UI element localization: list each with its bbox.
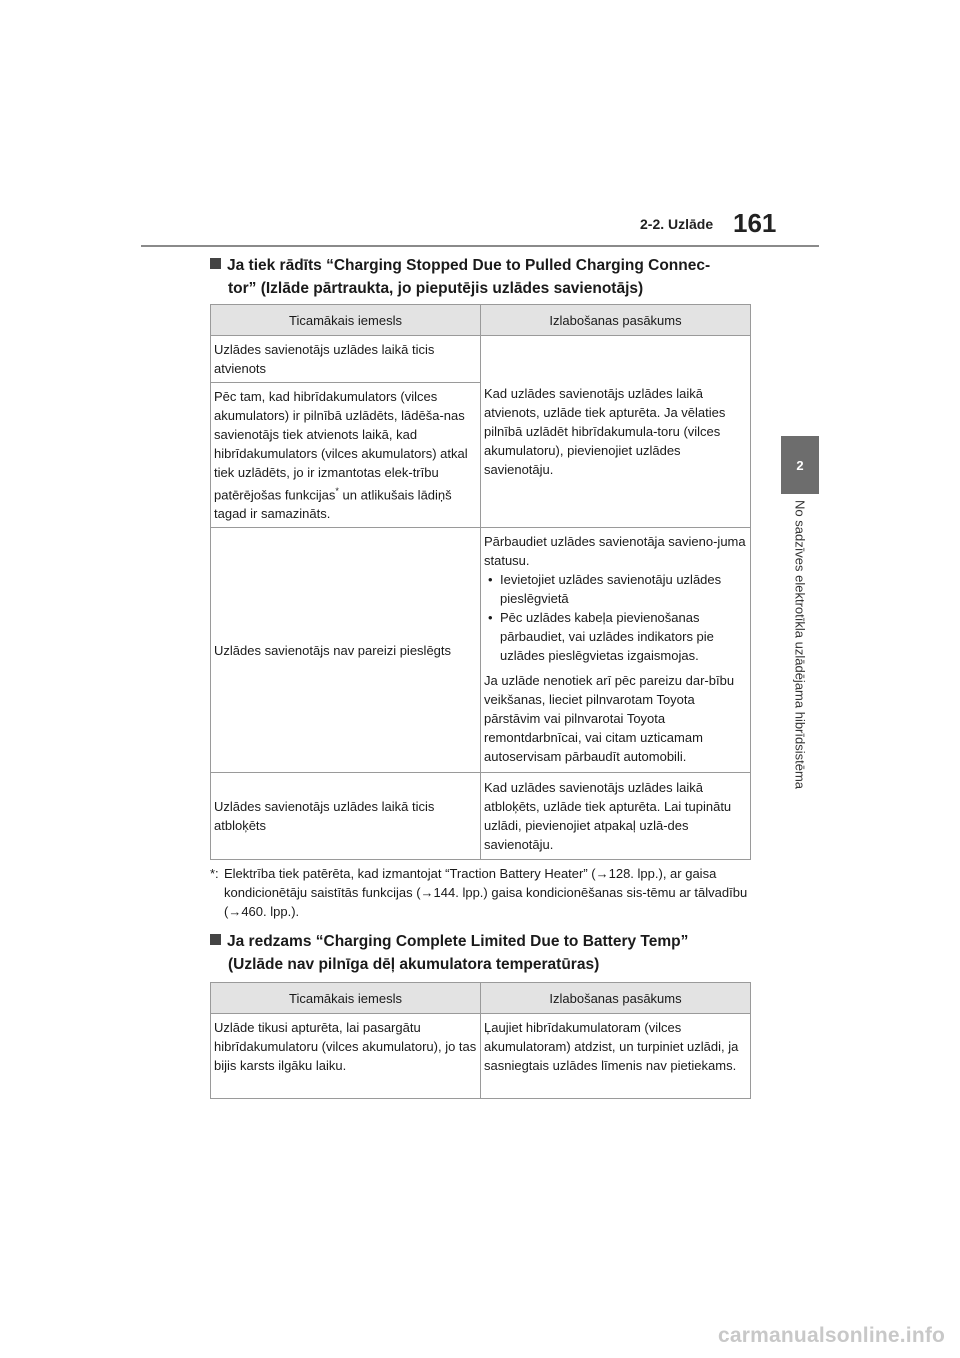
section1-heading-line2: tor” (Izlāde pārtraukta, jo pieputējis uzlādes savienotājs) <box>228 280 644 297</box>
chapter-title-text: No sadzīves elektrotīkla uzlādējama hibrīdsistēma <box>792 500 808 790</box>
column-header-cause: Ticamākais iemesls <box>211 305 481 336</box>
table-row <box>211 773 751 860</box>
section1-heading-line1: Ja tiek rādīts “Charging Stopped Due to Pulled Charging Connec- <box>227 257 711 274</box>
chapter-number: 2 <box>796 457 804 473</box>
footnote-text: Elektrība tiek patērēta, kad izmantojat “Traction Battery Heater” (→128. lpp.), ar gaisa kondicionētāju saistītās funkcijas (→144. lpp.) gaisa kondicionēšanas sis-tēmu ar tālvadību (→460. lpp.). <box>224 866 748 919</box>
cause-cell: Uzlādes savienotājs nav pareizi pieslēgts <box>211 528 481 773</box>
action-cell: Ļaujiet hibrīdakumulatoram (vilces akumulatoram) atdzist, un turpiniet uzlādi, ja sasniegtais uzlādes līmenis nav pietiekams. <box>481 1014 751 1099</box>
section2-heading-line1: Ja redzams “Charging Complete Limited Due to Battery Temp” <box>227 933 689 950</box>
chapter-tab <box>781 436 819 494</box>
table-header-row <box>211 305 751 336</box>
bullet-item <box>484 570 747 608</box>
cause-cell: Uzlāde tikusi apturēta, lai pasargātu hibrīdakumulatoru (vilces akumulatoru), jo tas bijis karsts ilgāku laiku. <box>211 1014 481 1099</box>
action-outro: Ja uzlāde nenotiek arī pēc pareizu dar-bību veikšanas, lieciet pilnvarotam Toyota pārstāvim vai pilnvarotai Toyota remontdarbnīcai, vai citam uzticamam autoservisam pārbaudīt automobili. <box>484 673 735 765</box>
section-header: 2-2. Uzlāde <box>640 216 714 232</box>
column-header-action: Izlabošanas pasākums <box>481 305 751 336</box>
bullet-text: Pēc uzlādes kabeļa pievienošanas pārbaudiet, vai uzlādes indikators pie uzlādes pieslēgvietas izgaismojas. <box>500 610 714 664</box>
action-cell: Kad uzlādes savienotājs uzlādes laikā atvienots, uzlāde tiek apturēta. Ja vēlaties pilnībā uzlādēt hibrīdakumula-toru (vilces akumulatoru), pievienojiet uzlādes savienotāju. <box>481 336 751 528</box>
footnote-mark: * <box>335 486 339 496</box>
bullet-text: Ievietojiet uzlādes savienotāju uzlādes pieslēgvietā <box>500 572 722 607</box>
bullet-dot-icon: • <box>488 572 493 588</box>
action-cell <box>481 528 751 773</box>
column-header-cause: Ticamākais iemesls <box>211 983 481 1014</box>
page-number: 161 <box>733 208 777 238</box>
chapter-title <box>780 500 820 860</box>
footnote <box>210 864 755 921</box>
table-row <box>211 1014 751 1099</box>
footnote-marker: *: <box>210 866 219 881</box>
cause-text-continued: un atlikušais lādiņš tagad ir samazināts. <box>214 487 452 522</box>
bullet-item <box>484 608 747 665</box>
section2-table <box>210 982 751 1099</box>
section1-heading <box>210 254 755 300</box>
cause-cell: Uzlādes savienotājs uzlādes laikā ticis atvienots <box>211 336 481 383</box>
section1-table <box>210 304 751 860</box>
header-rule <box>141 245 819 247</box>
cause-text: Pēc tam, kad hibrīdakumulators (vilces akumulators) ir pilnībā uzlādēts, lādēša-nas savienotājs tiek atvienots laikā, kad hibrīdakumulators (vilces akumulators) atkal tiek uzlādēts, jo ir izmantotas elek-trību patērējošas funkcijas <box>214 389 468 503</box>
cause-cell: Uzlādes savienotājs uzlādes laikā ticis atbloķēts <box>211 773 481 860</box>
square-bullet-icon <box>210 934 221 945</box>
table-row <box>211 336 751 383</box>
table-row <box>211 528 751 773</box>
square-bullet-icon <box>210 258 221 269</box>
table-header-row <box>211 983 751 1014</box>
cause-cell <box>211 383 481 528</box>
section2-heading <box>210 930 755 976</box>
site-watermark: carmanualsonline.info <box>718 1324 946 1347</box>
action-intro: Pārbaudiet uzlādes savienotāja savieno-juma statusu. <box>484 534 746 569</box>
column-header-action: Izlabošanas pasākums <box>481 983 751 1014</box>
section2-heading-line2: (Uzlāde nav pilnīga dēļ akumulatora temperatūras) <box>228 956 600 973</box>
action-cell: Kad uzlādes savienotājs uzlādes laikā atbloķēts, uzlāde tiek apturēta. Lai tupinātu uzlādi, pievienojiet atpakaļ uzlā-des savienotāju. <box>481 773 751 860</box>
bullet-dot-icon: • <box>488 610 493 626</box>
